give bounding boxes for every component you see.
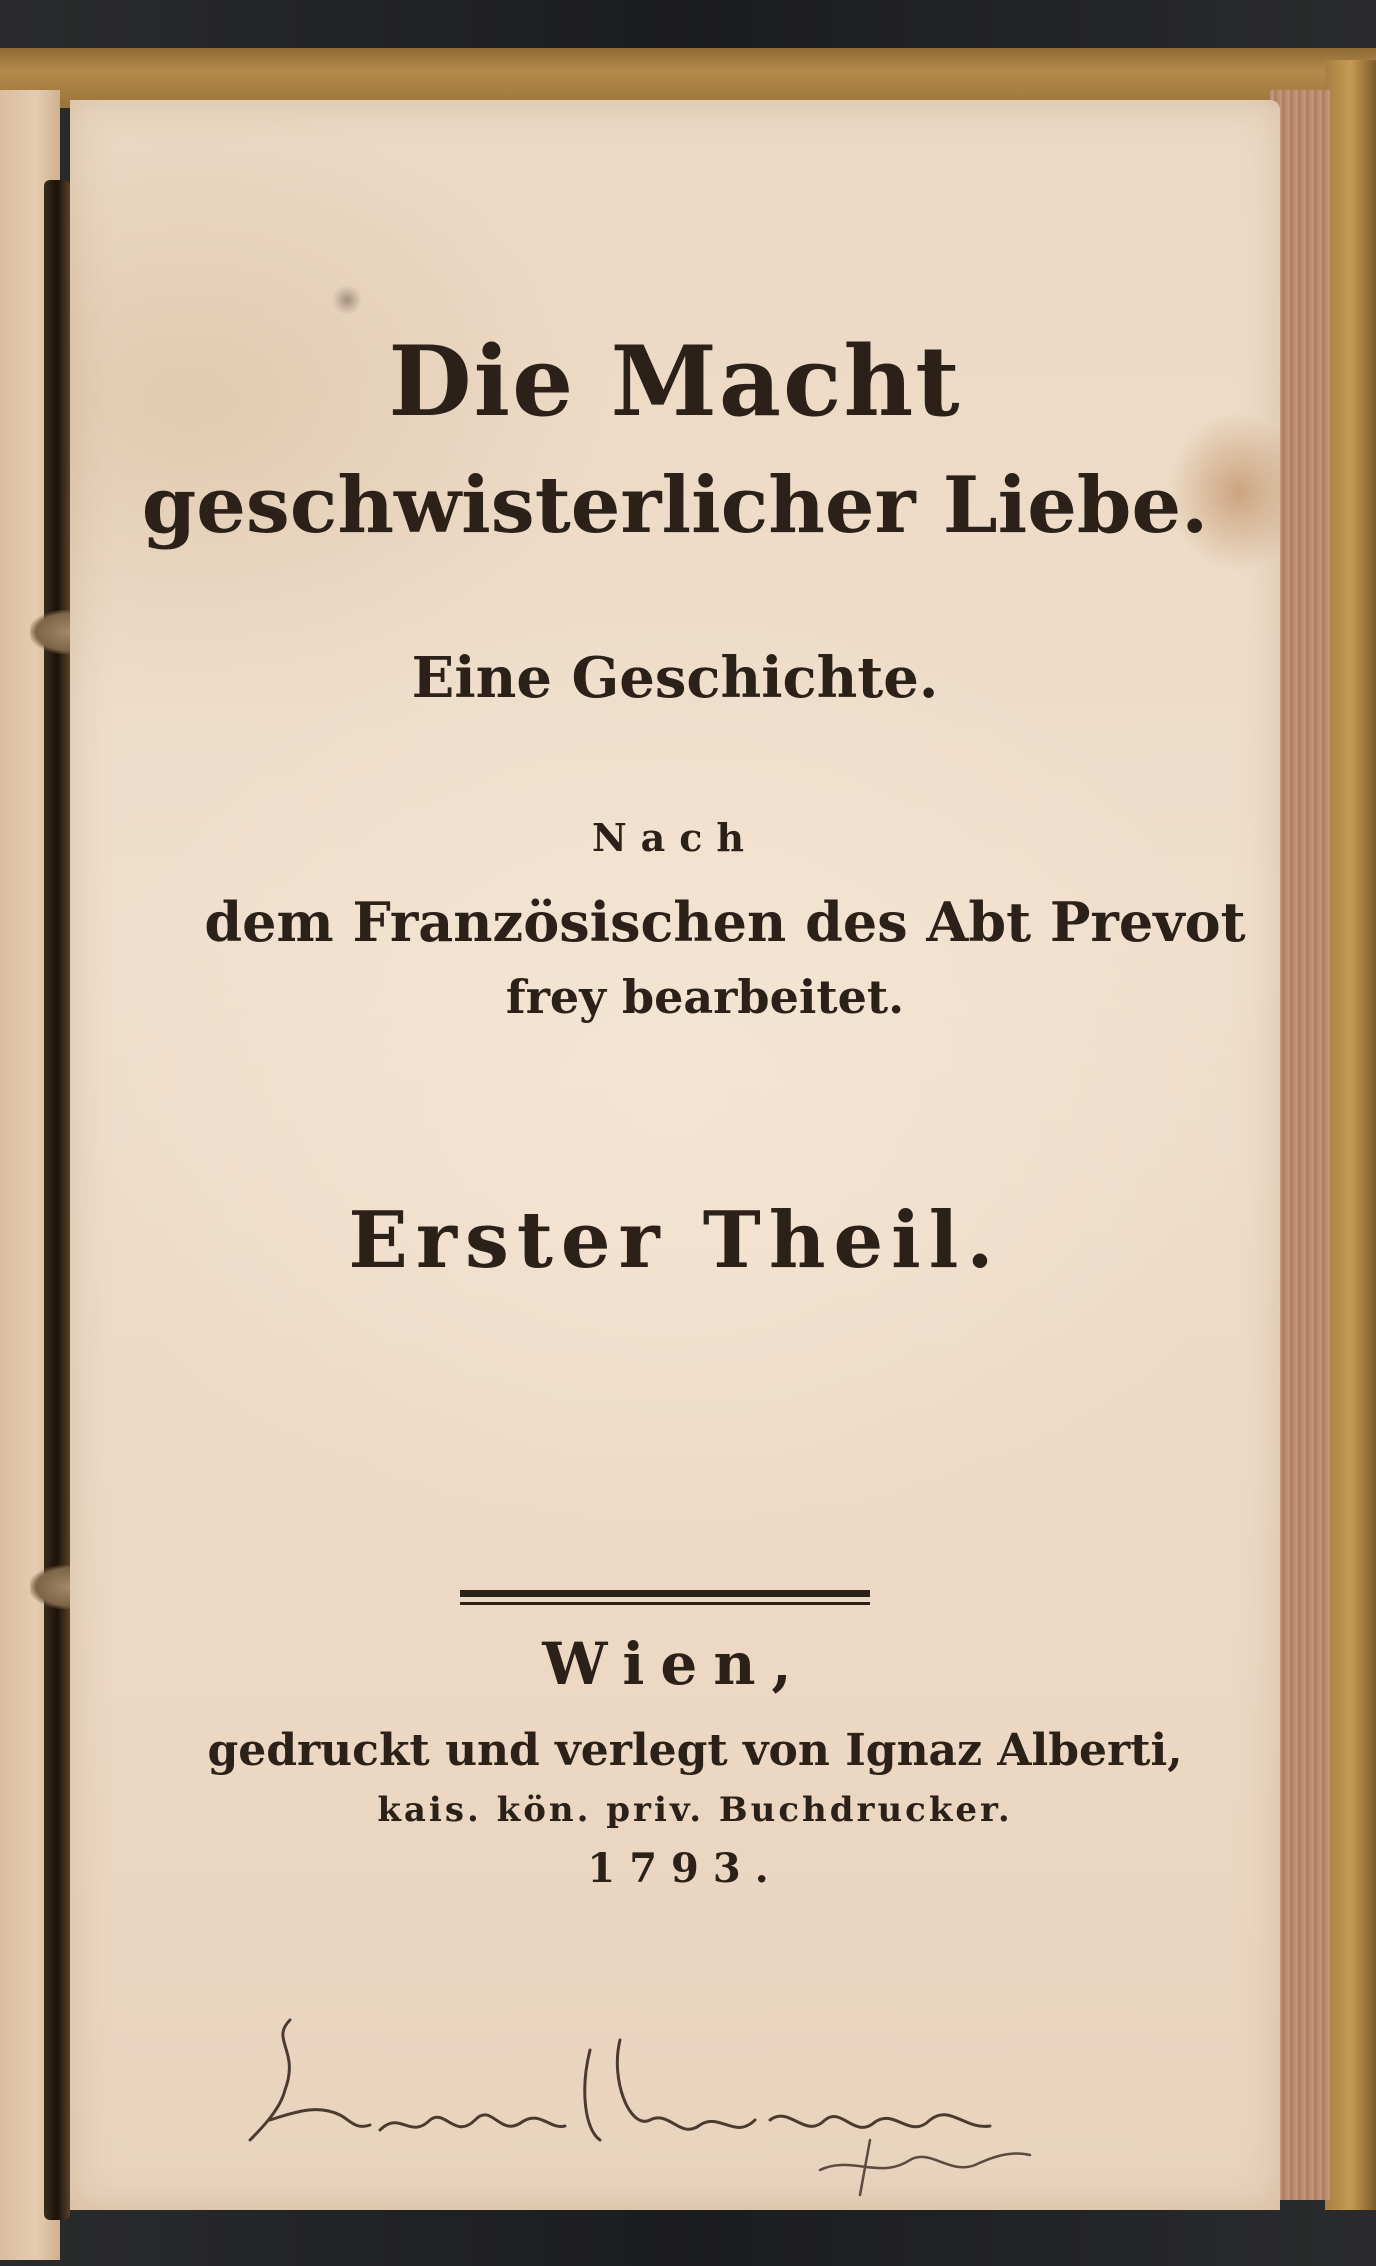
title-line-2: geschwisterlicher Liebe. — [141, 460, 1209, 551]
divider-rule-thin — [460, 1602, 870, 1605]
title-page — [70, 100, 1280, 2210]
divider-rule-thick — [460, 1590, 870, 1597]
translation-line-2: frey bearbeitet. — [505, 970, 905, 1024]
subtitle: Eine Geschichte. — [411, 645, 939, 711]
ink-blot — [332, 285, 362, 315]
book-cover-right-edge — [1325, 60, 1376, 2210]
imprint-year: 1793. — [587, 1845, 783, 1892]
translation-word: Nach — [591, 815, 759, 860]
book-gutter — [44, 180, 70, 2220]
translation-line-1: dem Französischen des Abt Prevot — [204, 890, 1246, 954]
handwritten-signature — [230, 1980, 1130, 2200]
imprint-place: Wien, — [542, 1630, 808, 1698]
book-cover-top-edge — [0, 48, 1376, 108]
volume-label: Erster Theil. — [348, 1195, 1002, 1286]
imprint-printer-title: kais. kön. priv. Buchdrucker. — [377, 1790, 1013, 1830]
imprint-printer: gedruckt und verlegt von Ignaz Alberti, — [207, 1725, 1183, 1776]
title-line-1: Die Macht — [388, 325, 962, 438]
